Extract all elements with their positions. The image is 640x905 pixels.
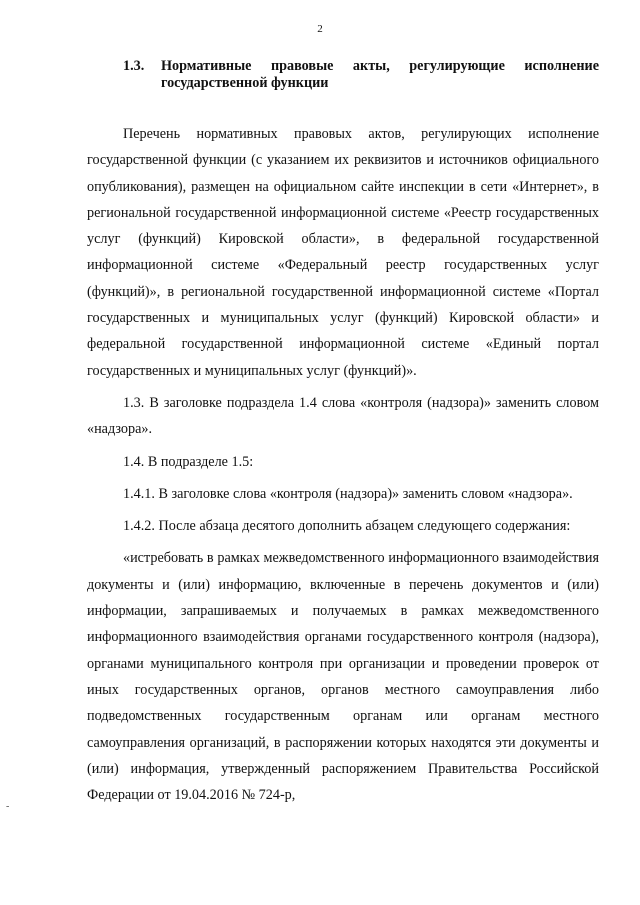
section-heading — [123, 58, 599, 92]
page-number: 2 — [317, 23, 323, 35]
section-heading-text: Нормативные правовые акты, регулирующие исполнение государственной функции — [161, 58, 599, 91]
margin-mark: - — [6, 801, 10, 812]
paragraph-item-1-4-1: 1.4.1. В заголовке слова «контроля (надзора)» заменить словом «надзора». — [123, 485, 573, 502]
paragraph-item-1-4: 1.4. В подразделе 1.5: — [123, 453, 254, 470]
paragraph-quoted-insertion: «истребовать в рамках межведомственного информационного взаимодействия документы и (или) информацию, включенные в перечень документов и (или) информации, запрашиваемых и получаемых в рамках межведомственного информационного взаимодействия органами государственного контроля (надзора), органами муниципального контроля при организации и проведении проверок от иных государственных органов, органов местного самоуправления либо подведомственных государственным органам или органам местного самоуправления организаций, в распоряжении которых находятся эти документы и (или) информация, утвержденный распоряжением Правительства Российской Федерации от 19.04.2016 № 724-р, — [87, 550, 599, 804]
paragraph-list-of-acts: Перечень нормативных правовых актов, регулирующих исполнение государственной функции (с указанием их реквизитов и источников официального опубликования), размещен на официальном сайте инспекции в сети «Интернет», в региональной государственной информационной системе «Реестр государственных услуг (функций) Кировской области», в федеральной государственной информационной системе «Федеральный реестр государственных услуг (функций)», в региональной государственной информационной системе «Портал государственных и муниципальных услуг (функций) Кировской области» и федеральной государственной информационной системе «Единый портал государственных и муниципальных услуг (функций)». — [87, 126, 599, 379]
section-heading-number: 1.3. — [123, 58, 145, 74]
paragraph-item-1-4-2: 1.4.2. После абзаца десятого дополнить абзацем следующего содержания: — [123, 518, 571, 535]
document-body — [87, 58, 599, 808]
paragraph-item-1-3: 1.3. В заголовке подраздела 1.4 слова «контроля (надзора)» заменить словом «надзора». — [87, 394, 599, 438]
